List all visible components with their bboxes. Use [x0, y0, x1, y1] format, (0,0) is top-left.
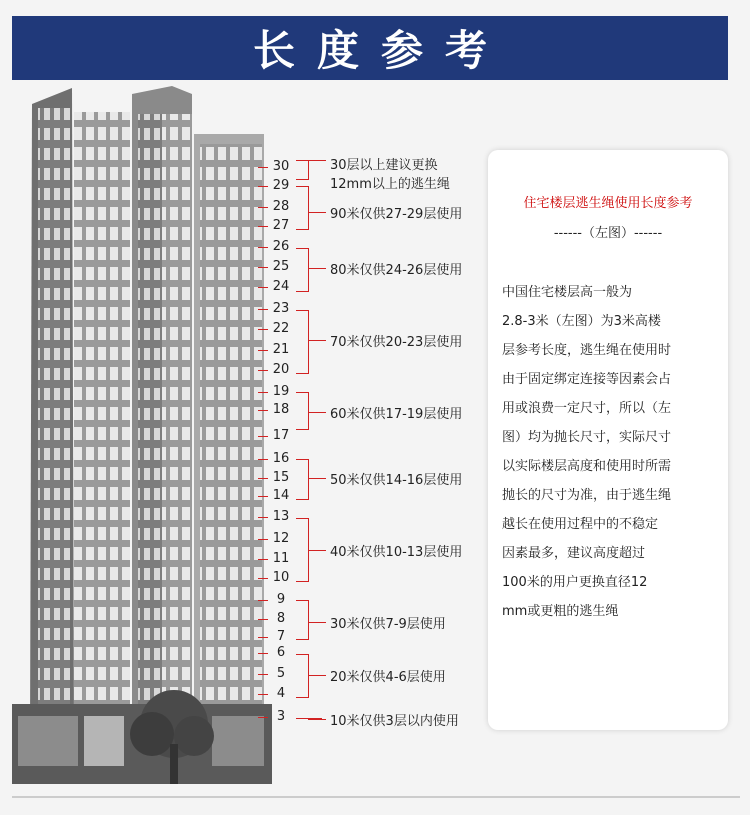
floor-number: 5	[276, 666, 286, 681]
arrow-icon	[258, 694, 268, 695]
range-label: 20米仅供4-6层使用	[330, 670, 446, 685]
arrow-icon	[258, 329, 268, 330]
panel-subtitle: ------（左图）------	[553, 226, 663, 241]
info-panel	[488, 150, 728, 730]
range-connector	[308, 550, 326, 551]
range-bracket	[296, 186, 309, 230]
range-connector	[308, 719, 326, 720]
floor-number: 21	[272, 342, 290, 357]
floor-number: 19	[272, 384, 290, 399]
floor-number: 9	[276, 592, 286, 607]
range-bracket	[296, 459, 309, 500]
range-connector	[308, 340, 326, 341]
arrow-icon	[258, 267, 268, 268]
range-label: 50米仅供14-16层使用	[330, 473, 463, 488]
floor-number: 12	[272, 531, 290, 546]
range-connector	[308, 412, 326, 413]
arrow-icon	[258, 539, 268, 540]
panel-body-line: 越长在使用过程中的不稳定	[502, 517, 659, 532]
floor-number: 8	[276, 611, 286, 626]
floor-number: 15	[272, 470, 290, 485]
arrow-icon	[258, 436, 268, 437]
arrow-icon	[258, 309, 268, 310]
range-label: 30层以上建议更换 12mm以上的逃生绳	[330, 158, 450, 192]
range-connector	[308, 212, 326, 213]
arrow-icon	[258, 619, 268, 620]
panel-body-line: 以实际楼层高度和使用时所需	[502, 459, 672, 474]
range-bracket	[296, 160, 309, 180]
arrow-icon	[258, 600, 268, 601]
range-connector	[308, 478, 326, 479]
divider	[12, 796, 740, 798]
arrow-icon	[258, 247, 268, 248]
floor-number: 27	[272, 218, 290, 233]
range-connector	[308, 268, 326, 269]
arrow-icon	[258, 459, 268, 460]
range-label: 30米仅供7-9层使用	[330, 617, 446, 632]
arrow-icon	[258, 559, 268, 560]
arrow-icon	[258, 207, 268, 208]
range-bracket	[296, 600, 309, 640]
arrow-icon	[258, 637, 268, 638]
range-bracket	[296, 310, 309, 374]
floor-number: 16	[272, 451, 290, 466]
panel-body-line: 2.8-3米（左图）为3米高楼	[502, 314, 661, 329]
arrow-icon	[258, 496, 268, 497]
panel-body-line: 因素最多，建议高度超过	[502, 546, 646, 561]
range-bracket	[296, 392, 309, 430]
arrow-icon	[258, 186, 268, 187]
floor-number: 3	[276, 709, 286, 724]
arrow-icon	[258, 653, 268, 654]
range-label: 80米仅供24-26层使用	[330, 263, 463, 278]
panel-body-line: 图）均为抛长尺寸，实际尺寸	[502, 430, 672, 445]
floor-number: 25	[272, 259, 290, 274]
floor-number: 28	[272, 199, 290, 214]
panel-body-line: 用或浪费一定尺寸，所以（左	[502, 401, 672, 416]
range-label: 90米仅供27-29层使用	[330, 207, 463, 222]
floor-number: 30	[272, 159, 290, 174]
panel-body-line: 层参考长度，逃生绳在使用时	[502, 343, 672, 358]
arrow-icon	[258, 226, 268, 227]
header-banner	[12, 16, 728, 80]
building-image	[12, 84, 272, 784]
floor-number: 26	[272, 239, 290, 254]
panel-body-line: 100米的用户更换直径12	[502, 575, 648, 590]
building-illustration	[12, 84, 272, 784]
range-bracket	[296, 654, 309, 698]
range-label: 40米仅供10-13层使用	[330, 545, 463, 560]
range-connector	[308, 160, 326, 161]
panel-body-line: 由于固定绑定连接等因素会占	[502, 372, 672, 387]
floor-number: 29	[272, 178, 290, 193]
floor-number: 13	[272, 509, 290, 524]
arrow-icon	[258, 287, 268, 288]
floor-number: 18	[272, 402, 290, 417]
floor-number: 7	[276, 629, 286, 644]
floor-number: 24	[272, 279, 290, 294]
panel-body-line: 中国住宅楼层高一般为	[502, 285, 633, 300]
arrow-icon	[258, 478, 268, 479]
arrow-icon	[258, 578, 268, 579]
floor-number: 4	[276, 686, 286, 701]
floor-number: 10	[272, 570, 290, 585]
arrow-icon	[258, 674, 268, 675]
arrow-icon	[258, 717, 268, 718]
floor-number: 17	[272, 428, 290, 443]
panel-title: 住宅楼层逃生绳使用长度参考	[523, 196, 693, 211]
panel-body-line: mm或更粗的逃生绳	[502, 604, 619, 619]
range-label: 70米仅供20-23层使用	[330, 335, 463, 350]
floor-number: 11	[272, 551, 290, 566]
range-connector	[308, 622, 326, 623]
arrow-icon	[258, 167, 268, 168]
floor-number: 23	[272, 301, 290, 316]
floor-number: 20	[272, 362, 290, 377]
panel-body	[502, 278, 716, 626]
arrow-icon	[258, 410, 268, 411]
range-label: 60米仅供17-19层使用	[330, 407, 463, 422]
floor-number: 14	[272, 488, 290, 503]
arrow-icon	[258, 350, 268, 351]
page-title: 长度参考	[252, 26, 509, 75]
floor-number: 6	[276, 645, 286, 660]
floor-number: 22	[272, 321, 290, 336]
range-label: 10米仅供3层以内使用	[330, 714, 459, 729]
arrow-icon	[258, 370, 268, 371]
range-connector	[308, 675, 326, 676]
arrow-icon	[258, 392, 268, 393]
panel-body-line: 抛长的尺寸为准，由于逃生绳	[502, 488, 672, 503]
arrow-icon	[258, 517, 268, 518]
range-bracket	[296, 248, 309, 292]
